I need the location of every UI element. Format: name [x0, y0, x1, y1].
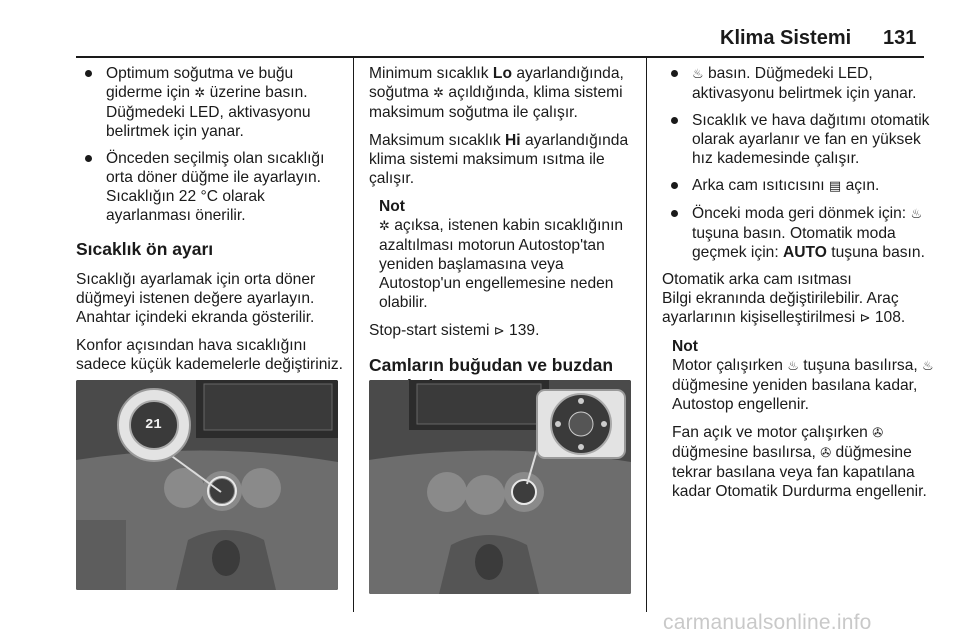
- note-box: [662, 337, 942, 501]
- paragraph: Sıcaklığı ayarlamak için orta döner düğmeyi istenen değere ayarlayın. Anahtar içindeki ekranda gösterilir.: [76, 271, 316, 326]
- bullet-ac: Optimum soğutma ve buğu giderme için ✲ üzerine basın. Düğmedeki LED, aktivasyonu belirtmek için yanar.: [76, 64, 344, 141]
- ac-icon: ✲: [194, 86, 206, 101]
- bullet-previous-mode: Önceki moda geri dönmek için: ♨ tuşuna basın. Otomatik moda geçmek için: AUTO tuşuna basın.: [662, 204, 942, 262]
- bullet-auto-distribution: Sıcaklık ve hava dağıtımı otomatik olarak ayarlanır ve fan en yüksek hız kademesinde çalışır.: [662, 111, 942, 168]
- note-title: Not: [379, 198, 405, 215]
- note-paragraph: Motor çalışırken ♨ tuşuna basılırsa, ♨ düğmesine yeniden basılana kadar, Autostop engellenir.: [672, 357, 934, 413]
- reference-arrow-icon: ⊳: [493, 324, 505, 339]
- note-paragraph: Fan açık ve motor çalışırken ✇ düğmesine basılırsa, ✇ düğmesine tekrar basılana veya fan kapatılana kadar Otomatik Durdurma engellenir.: [672, 424, 927, 500]
- temperature-display: 21: [145, 417, 162, 433]
- paragraph-stop-start: Stop-start sistemi ⊳ 139.: [369, 322, 540, 339]
- heading-temperature-preset: Sıcaklık ön ayarı: [76, 239, 214, 259]
- heading-defrost: Camların buğudan ve buzdan: [369, 355, 641, 399]
- page-number: 131: [883, 27, 917, 49]
- defrost-icon: ♨: [922, 359, 934, 374]
- paragraph-info-display: Bilgi ekranında değiştirilebilir. Araç ayarlarının kişiselleştirilmesi ⊳ 108.: [662, 290, 906, 326]
- rear-window-heater-icon: ▤: [828, 179, 842, 194]
- bullet-temperature: Önceden seçilmiş olan sıcaklığı orta döner düğme ile ayarlayın. Sıcaklığın 22 °C olarak ayarlanması önerilir.: [76, 149, 344, 225]
- ac-icon: ✲: [379, 219, 390, 234]
- defrost-icon: ♨: [692, 67, 704, 82]
- paragraph-max-temp: Maksimum sıcaklık Hi ayarlandığında klima sistemi maksimum ısıtma ile çalışır.: [369, 132, 629, 187]
- figure-defrost-button: [369, 380, 631, 594]
- column-2: [369, 64, 641, 409]
- paragraph-min-temp: Minimum sıcaklık Lo ayarlandığında, soğutma ✲ açıldığında, klima sistemi maksimum soğutma ile çalışır.: [369, 65, 624, 121]
- header-rule: [76, 56, 924, 58]
- paragraph: Konfor açısından hava sıcaklığını sadece küçük kademelerle değiştiriniz.: [76, 337, 343, 373]
- defrost-icon: ♨: [910, 207, 923, 222]
- ac-icon: ✲: [433, 86, 445, 101]
- section-title: Klima Sistemi: [720, 27, 852, 49]
- column-divider-2: [646, 56, 647, 612]
- defrost-icon: ♨: [787, 359, 799, 374]
- page-reference-link[interactable]: 108.: [874, 309, 906, 326]
- note-box: Not ✲ açıksa, istenen kabin sıcaklığının azaltılması motorun Autostop'tan yeniden başlamasına veya Autostop'un engellemesine neden olabilir.: [369, 197, 641, 312]
- reference-arrow-icon: ⊳: [859, 311, 871, 326]
- note-title: Not: [672, 338, 698, 355]
- watermark: carmanualsonline.info: [663, 611, 872, 634]
- figure-climate-knob: [76, 380, 338, 590]
- column-1: [76, 64, 344, 383]
- page-reference-link[interactable]: 139.: [509, 322, 540, 339]
- figure-defrost-button-illustration: [369, 380, 631, 594]
- paragraph-auto-rear-heater: Otomatik arka cam ısıtması: [662, 271, 852, 288]
- column-3: [662, 64, 942, 510]
- fan-icon: ✇: [820, 446, 832, 461]
- bullet-rear-heater: Arka cam ısıtıcısını ▤ açın.: [662, 176, 942, 196]
- fan-icon: ✇: [872, 426, 884, 441]
- bullet-defrost: ♨ basın. Düğmedeki LED, aktivasyonu belirtmek için yanar.: [662, 64, 942, 103]
- column-divider-1: [353, 56, 354, 612]
- figure-climate-knob-illustration: [76, 380, 338, 590]
